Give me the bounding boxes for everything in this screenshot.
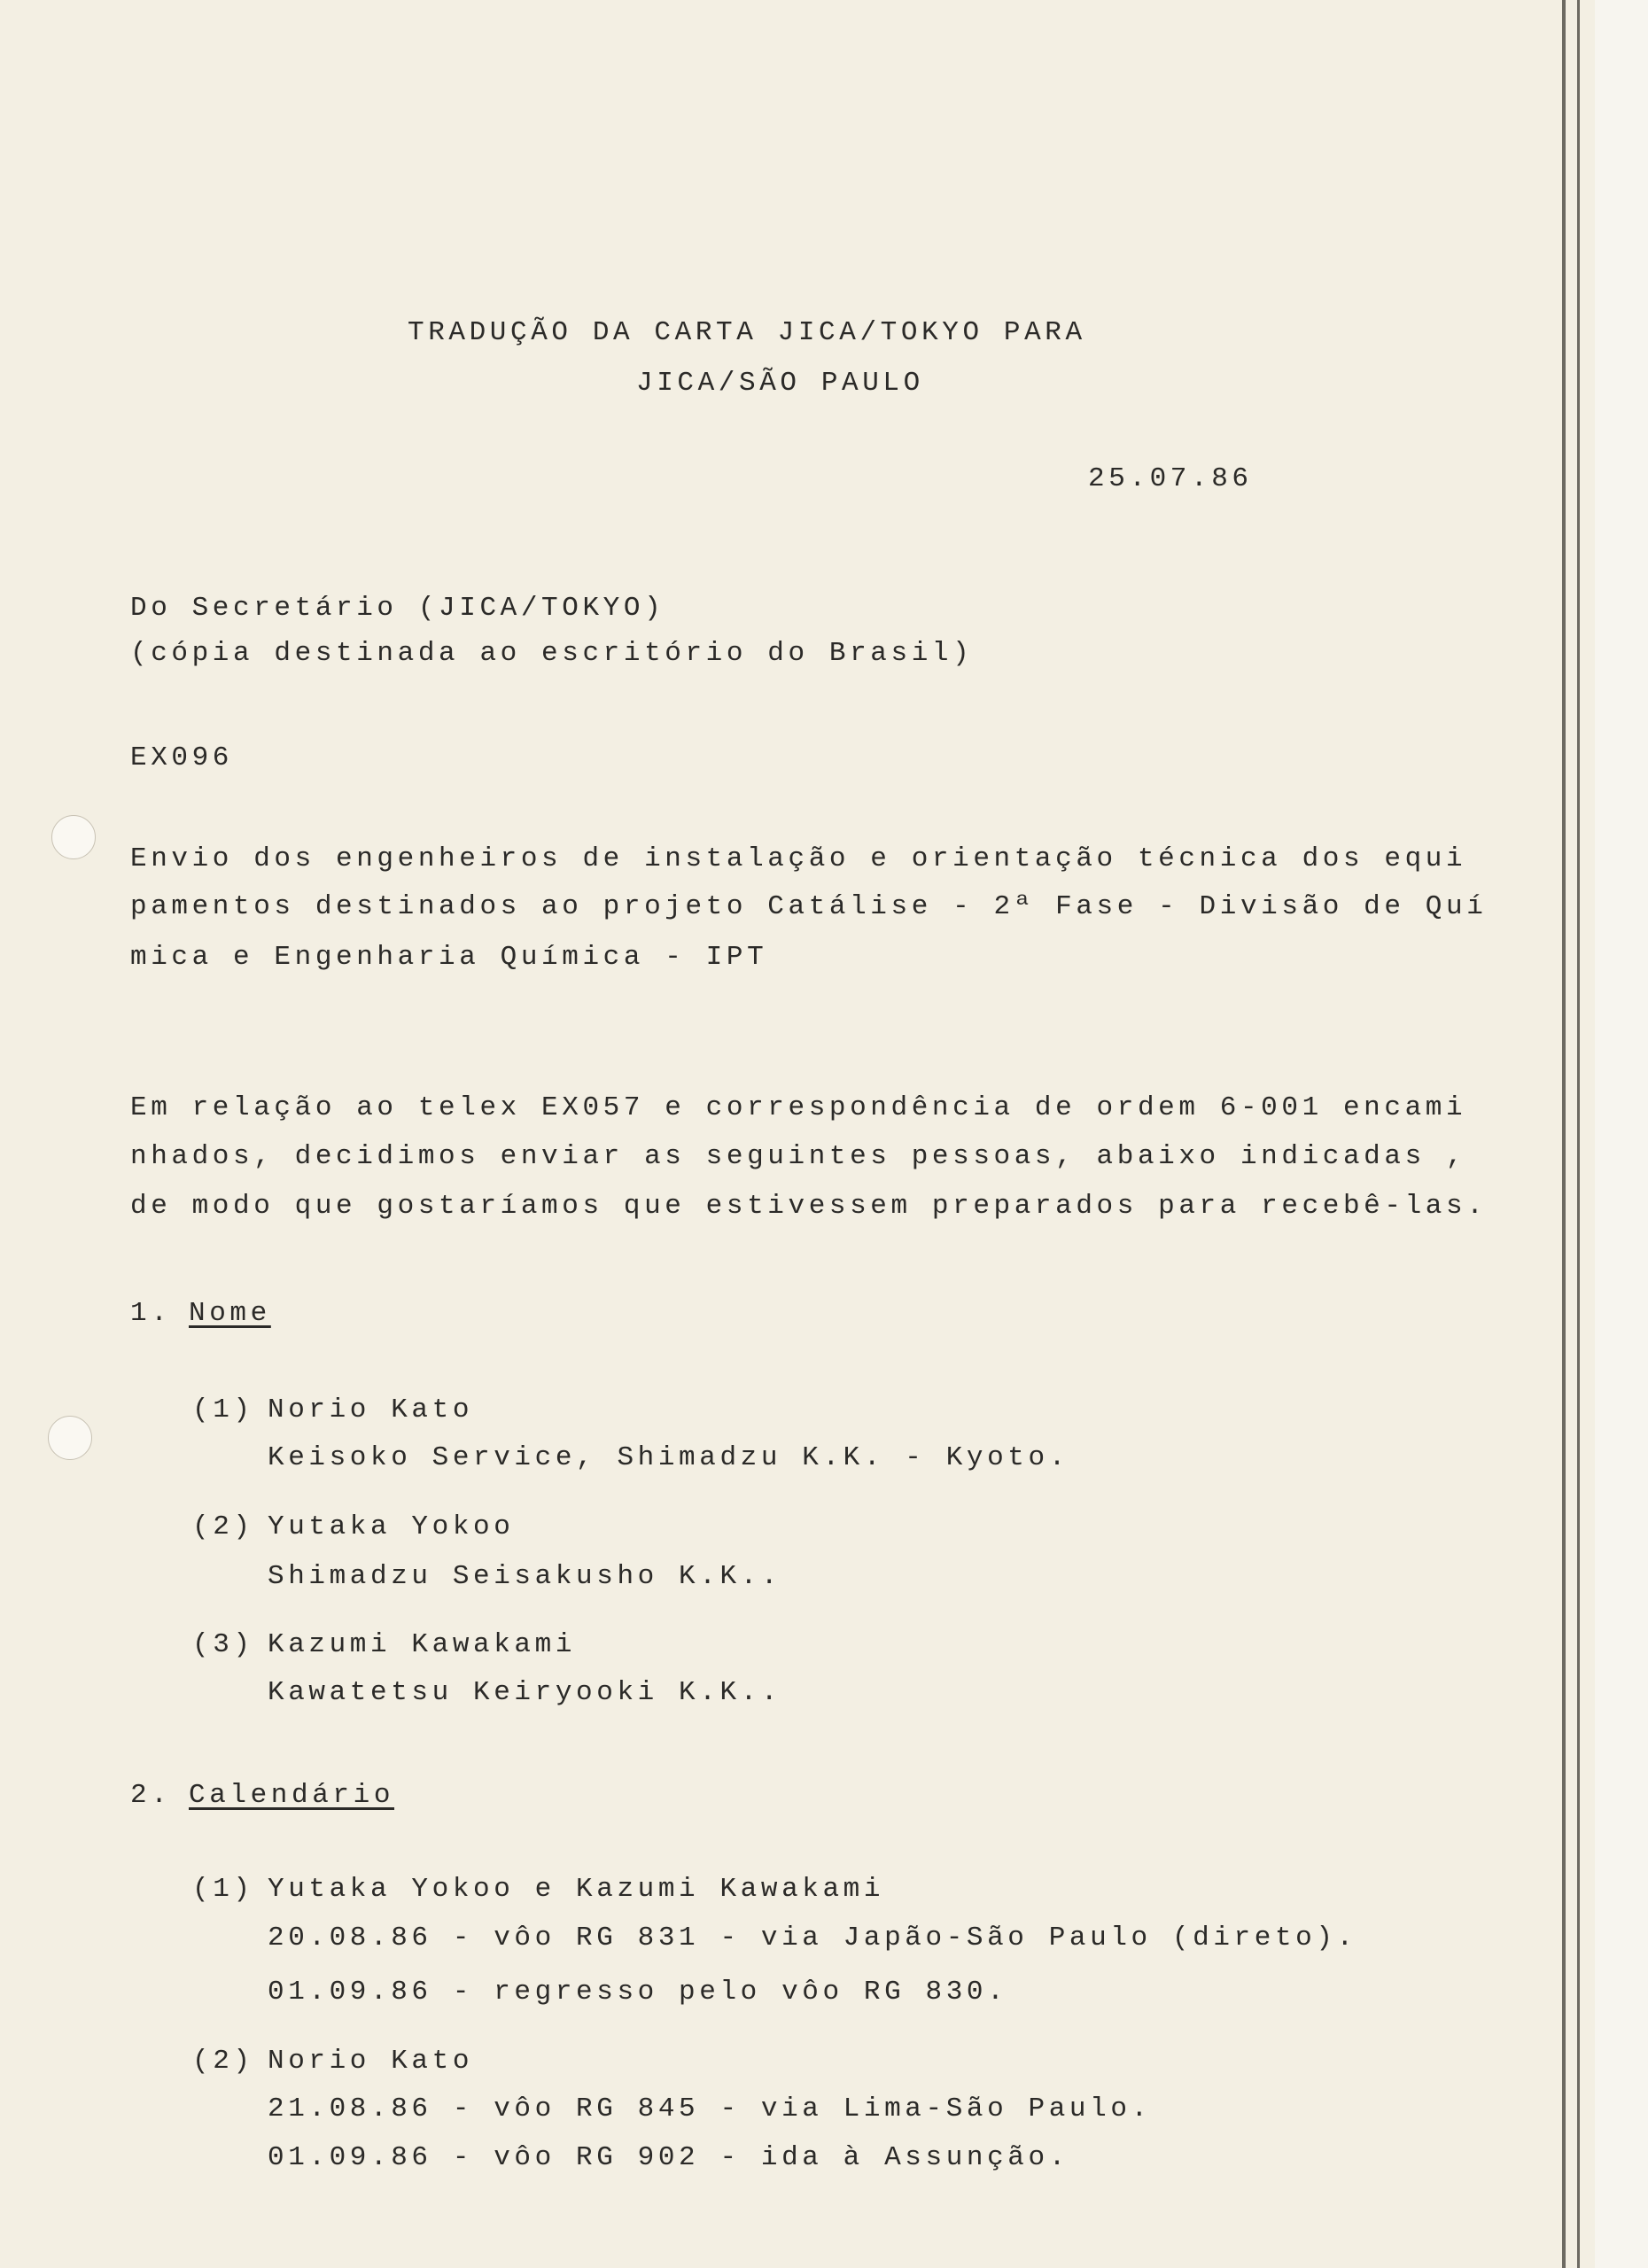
body-line: de modo que gostaríamos que estivessem preparados para recebê-las. xyxy=(130,1191,1488,1222)
schedule-line: 20.08.86 - vôo RG 831 - via Japão-São Paulo (direto). xyxy=(268,1922,1357,1953)
person-org: Shimadzu Seisakusho K.K.. xyxy=(268,1561,782,1592)
body-line: nhados, decidimos enviar as seguintes pessoas, abaixo indicadas , xyxy=(130,1141,1467,1172)
subject-line: Envio dos engenheiros de instalação e orientação técnica dos equi xyxy=(130,843,1467,874)
person-name: Yutaka Yokoo xyxy=(268,1511,515,1542)
schedule-line: 21.08.86 - vôo RG 845 - via Lima-São Paulo. xyxy=(268,2093,1152,2124)
section-1-number: 1. xyxy=(130,1298,172,1329)
schedule-names: Norio Kato xyxy=(268,2046,474,2077)
section-2-heading: Calendário xyxy=(189,1780,395,1811)
schedule-line: 01.09.86 - vôo RG 902 - ida à Assunção. xyxy=(268,2142,1069,2173)
schedule-names: Yutaka Yokoo e Kazumi Kawakami xyxy=(268,1874,885,1905)
item-number: (3) xyxy=(192,1629,254,1660)
page-edge xyxy=(1562,0,1566,2268)
person-name: Kazumi Kawakami xyxy=(268,1629,577,1660)
body-line: Em relação ao telex EX057 e correspondência de ordem 6-001 encami xyxy=(130,1092,1467,1123)
punch-hole xyxy=(51,815,96,859)
page-edge xyxy=(1577,0,1580,2268)
subject-line: pamentos destinados ao projeto Catálise - 2ª Fase - Divisão de Quí xyxy=(130,891,1488,922)
schedule-line: 01.09.86 - regresso pelo vôo RG 830. xyxy=(268,1977,1008,2008)
reference: EX096 xyxy=(130,742,234,773)
person-org: Kawatetsu Keiryooki K.K.. xyxy=(268,1677,782,1708)
from-line-1: Do Secretário (JICA/TOKYO) xyxy=(130,593,665,624)
date: 25.07.86 xyxy=(1088,463,1253,494)
person-name: Norio Kato xyxy=(268,1394,474,1425)
section-1-heading: Nome xyxy=(189,1298,271,1329)
item-number: (2) xyxy=(192,2046,254,2077)
from-line-2: (cópia destinada ao escritório do Brasil) xyxy=(130,638,974,669)
item-number: (2) xyxy=(192,1511,254,1542)
person-org: Keisoko Service, Shimadzu K.K. - Kyoto. xyxy=(268,1442,1069,1473)
subject-line: mica e Engenharia Química - IPT xyxy=(130,942,768,973)
section-2-number: 2. xyxy=(130,1780,172,1811)
item-number: (1) xyxy=(192,1394,254,1425)
title-line-1: TRADUÇÃO DA CARTA JICA/TOKYO PARA xyxy=(408,317,1086,348)
punch-hole xyxy=(48,1416,92,1460)
title-line-2: JICA/SÃO PAULO xyxy=(636,368,924,399)
item-number: (1) xyxy=(192,1874,254,1905)
paper-margin xyxy=(1595,0,1648,2268)
